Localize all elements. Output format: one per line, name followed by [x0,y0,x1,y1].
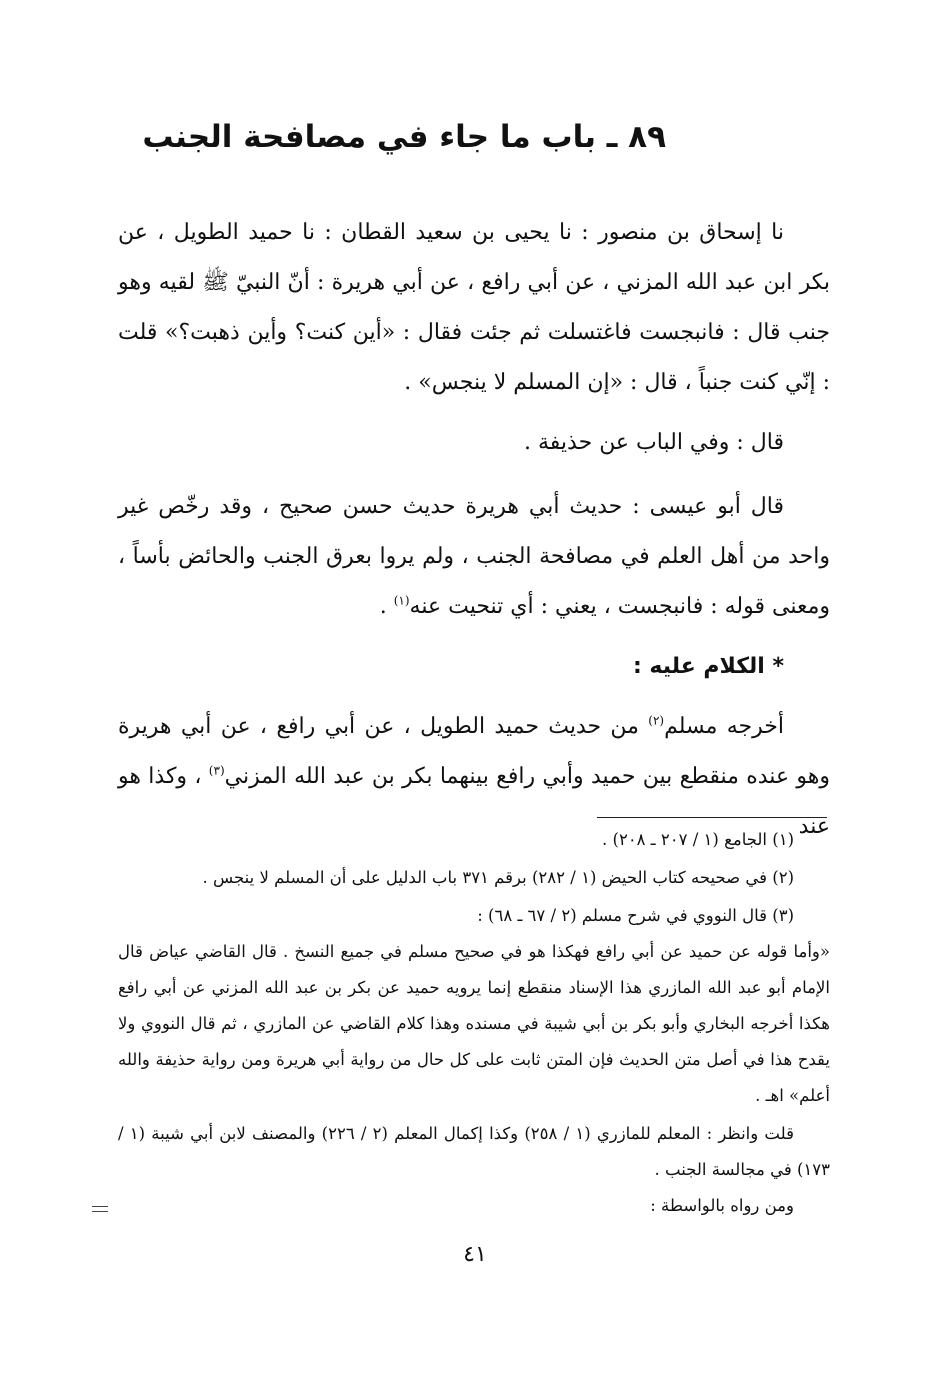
commentary-end: . [379,594,394,619]
footnotes [118,822,830,1224]
section-heading: * الكلام عليه : [632,654,784,679]
footnote-ref-2[interactable]: (٢) [648,713,665,728]
commentary-paragraph [118,482,830,632]
margin-mark [92,1206,108,1212]
takhrij-text-b: من حديث حميد الطويل ، عن أبي رافع ، عن أبي هريرة وهو عنده منقطع بين حميد وأبي رافع بينهما بكر بن عبد الله المزني [118,714,830,789]
page-number: ٤١ [463,1242,487,1267]
footnote-ref-3[interactable]: (٣) [208,763,225,778]
footnote-1: (١) الجامع (١ / ٢٠٧ ـ ٢٠٨) . [602,830,794,849]
main-text [118,208,830,852]
footnote-3-quote: «وأما قوله عن حميد عن أبي رافع فهكذا هو في صحيح مسلم في جميع النسخ . قال القاضي عياض قال الإمام أبو عبد الله المازري هذا الإسناد منقطع إنما يرويه حميد عن بكر بن عبد الله المزني عن أبي رافع هكذا أخرجه البخاري وأبو بكر بن أبي شيبة في مسنده وهذا كلام القاضي عن المازري ، ثم قال النووي ولا يقدح هذا في أصل متن الحديث فإن المتن ثابت على كل حال من رواية أبي هريرة ومن رواية حذيفة والله أعلم» اهـ . [118,942,830,1105]
footnote-3-more: ومن رواه بالواسطة : [650,1196,794,1215]
footnote-ref-1[interactable]: (١) [393,593,410,608]
takhrij-text-a: أخرجه مسلم [664,714,784,739]
commentary-text: قال أبو عيسى : حديث أبي هريرة حديث حسن صحيح ، وقد رخّص غير واحد من أهل العلم في مصافحة الجنب ، ولم يروا بعرق الجنب والحائض بأساً ، ومعنى قوله : فانبجست ، يعني : أي تنحيت عنه [118,494,830,619]
hadith-paragraph: نا إسحاق بن منصور : نا يحيى بن سعيد القطان : نا حميد الطويل ، عن بكر ابن عبد الله المزني ، عن أبي رافع ، عن أبي هريرة : أنّ النبيّ ﷺ لقيه وهو جنب قال : فانبجست فاغتسلت ثم جئت فقال : «أين كنت؟ وأين ذهبت؟» قلت : إنّي كنت جنباً ، قال : «إن المسلم لا ينجس» . [118,220,830,395]
footnote-3-note: قلت وانظر : المعلم للمازري (١ / ٢٥٨) وكذا إكمال المعلم (٢ / ٢٢٦) والمصنف لابن أبي شيبة (١ / ١٧٣) في مجالسة الجنب . [118,1124,830,1179]
footnote-3: (٣) قال النووي في شرح مسلم (٢ / ٦٧ ـ ٦٨) : [477,906,794,925]
takhrij-text-c: ، وكذا هو عند [118,764,830,839]
chapter-note-paragraph: قال : وفي الباب عن حذيفة . [524,430,784,455]
footnote-separator [597,817,827,818]
footnote-2: (٢) في صحيحه كتاب الحيض (١ / ٢٨٢) برقم ٣٧١ باب الدليل على أن المسلم لا ينجس . [202,868,794,887]
chapter-title: ٨٩ ـ باب ما جاء في مصافحة الجنب [142,119,666,155]
